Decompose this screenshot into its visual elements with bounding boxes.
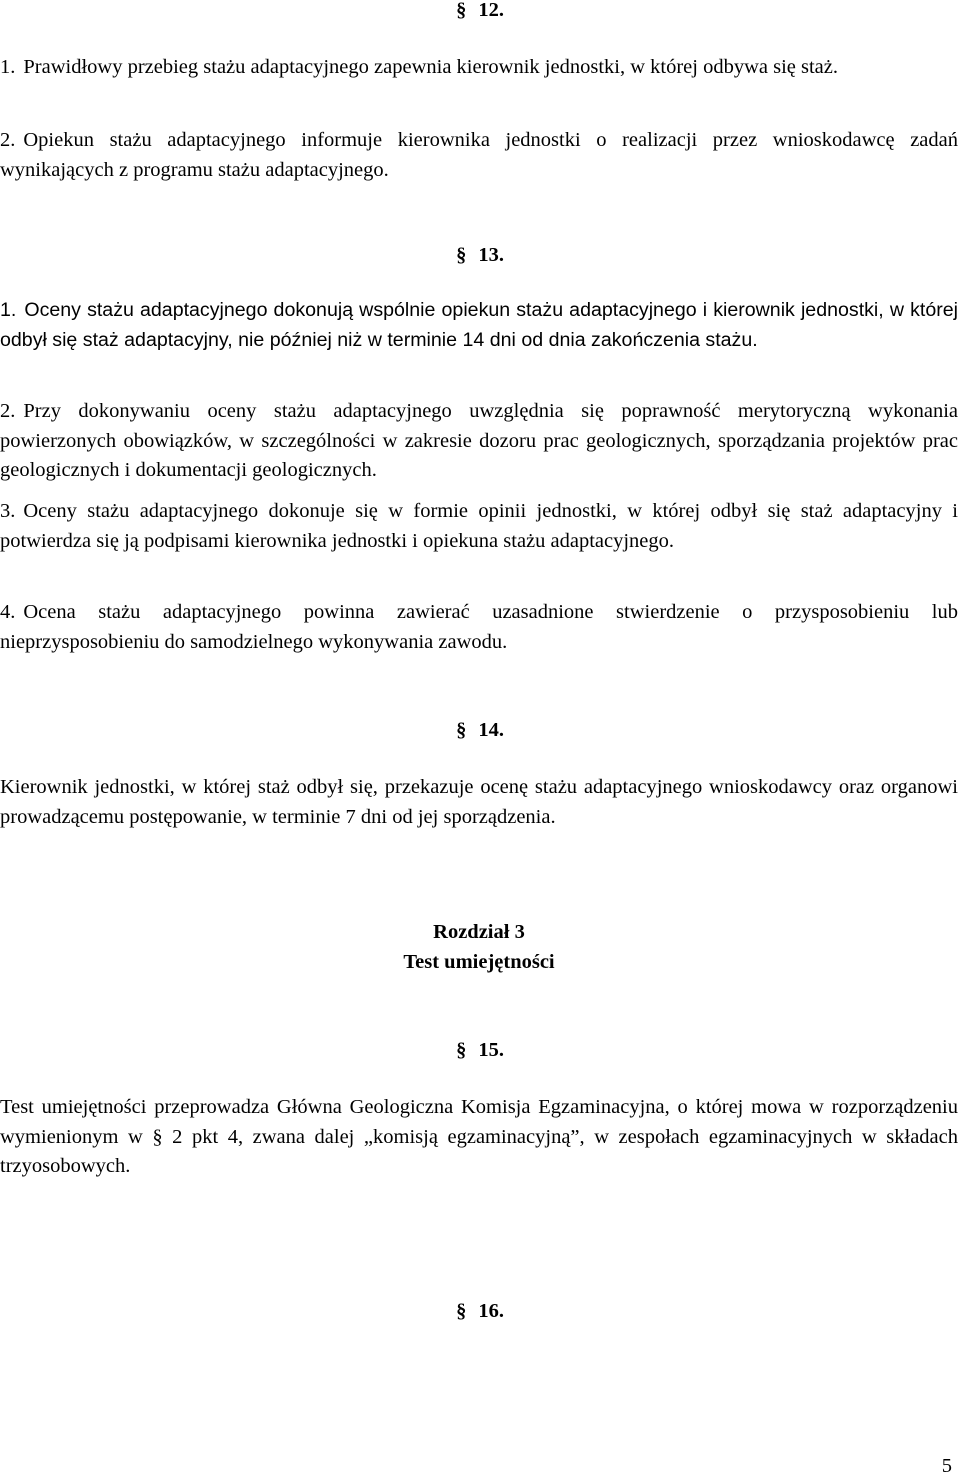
section-sign: § <box>456 1300 467 1322</box>
item-text: Przy dokonywaniu oceny stażu adaptacyjnego uwzględnia się poprawność merytoryczną wykonania powierzonych obowiązków, w szczególności w zakresie dozoru prac geologicznych, sporządzania projektów prac geologicznych i dokumentacji geologicznych. <box>0 400 958 481</box>
section-number: 12. <box>478 0 504 21</box>
item-text: Opiekun stażu adaptacyjnego informuje kierownika jednostki o realizacji przez wnioskodawcę zadań wynikających z programu stażu adaptacyjnego. <box>0 129 958 181</box>
section-sign: § <box>456 0 467 21</box>
section-number: 16. <box>478 1300 504 1322</box>
chapter-title: Test umiejętności <box>403 950 555 973</box>
paragraph-13-4 <box>0 598 958 657</box>
chapter-heading <box>0 918 958 977</box>
item-number: 2. <box>0 400 16 422</box>
paragraph-14: Kierownik jednostki, w której staż odbył się, przekazuje ocenę stażu adaptacyjnego wnioskodawcy oraz organowi prowadzącemu postępowanie, w terminie 7 dni od jej sporządzenia. <box>0 776 958 828</box>
section-heading-16 <box>0 1297 960 1327</box>
section-sign: § <box>456 719 467 741</box>
section-heading-15 <box>0 1036 960 1066</box>
section-number: 13. <box>478 244 504 266</box>
paragraph-12-1 <box>0 53 958 83</box>
paragraph-13-3 <box>0 497 958 556</box>
item-text: Oceny stażu adaptacyjnego dokonują wspólnie opiekun stażu adaptacyjnego i kierownik jednostki, w której odbył się staż adaptacyjny, nie później niż w terminie 14 dni od dnia zakończenia stażu. <box>0 299 958 351</box>
section-heading-14 <box>0 716 960 746</box>
item-number: 2. <box>0 129 16 151</box>
item-number: 1. <box>0 299 17 321</box>
item-number: 4. <box>0 601 16 623</box>
paragraph-13-1 <box>0 296 958 355</box>
section-heading-13 <box>0 241 960 271</box>
item-number: 1. <box>0 56 16 78</box>
section-sign: § <box>456 1039 467 1061</box>
paragraph-15: Test umiejętności przeprowadza Główna Geologiczna Komisja Egzaminacyjna, o której mowa w rozporządzeniu wymienionym w § 2 pkt 4, zwana dalej „komisją egzaminacyjną”, w zespołach egzaminacyjnych w składach trzyosobowych. <box>0 1096 958 1177</box>
section-number: 14. <box>478 719 504 741</box>
item-number: 3. <box>0 500 16 522</box>
paragraph-12-2 <box>0 126 958 185</box>
item-text: Prawidłowy przebieg stażu adaptacyjnego zapewnia kierownik jednostki, w której odbywa się staż. <box>23 56 838 78</box>
section-sign: § <box>456 244 467 266</box>
section-number: 15. <box>478 1039 504 1061</box>
chapter-label: Rozdział 3 <box>433 921 525 943</box>
item-text: Ocena stażu adaptacyjnego powinna zawierać uzasadnione stwierdzenie o przysposobieniu lub nieprzysposobieniu do samodzielnego wykonywania zawodu. <box>0 601 958 653</box>
page-number: 5 <box>941 1455 952 1477</box>
item-text: Oceny stażu adaptacyjnego dokonuje się w formie opinii jednostki, w której odbył się staż adaptacyjny i potwierdza się ją podpisami kierownika jednostki i opiekuna stażu adaptacyjnego. <box>0 500 958 552</box>
section-heading-12 <box>0 0 960 26</box>
paragraph-13-2 <box>0 397 958 486</box>
